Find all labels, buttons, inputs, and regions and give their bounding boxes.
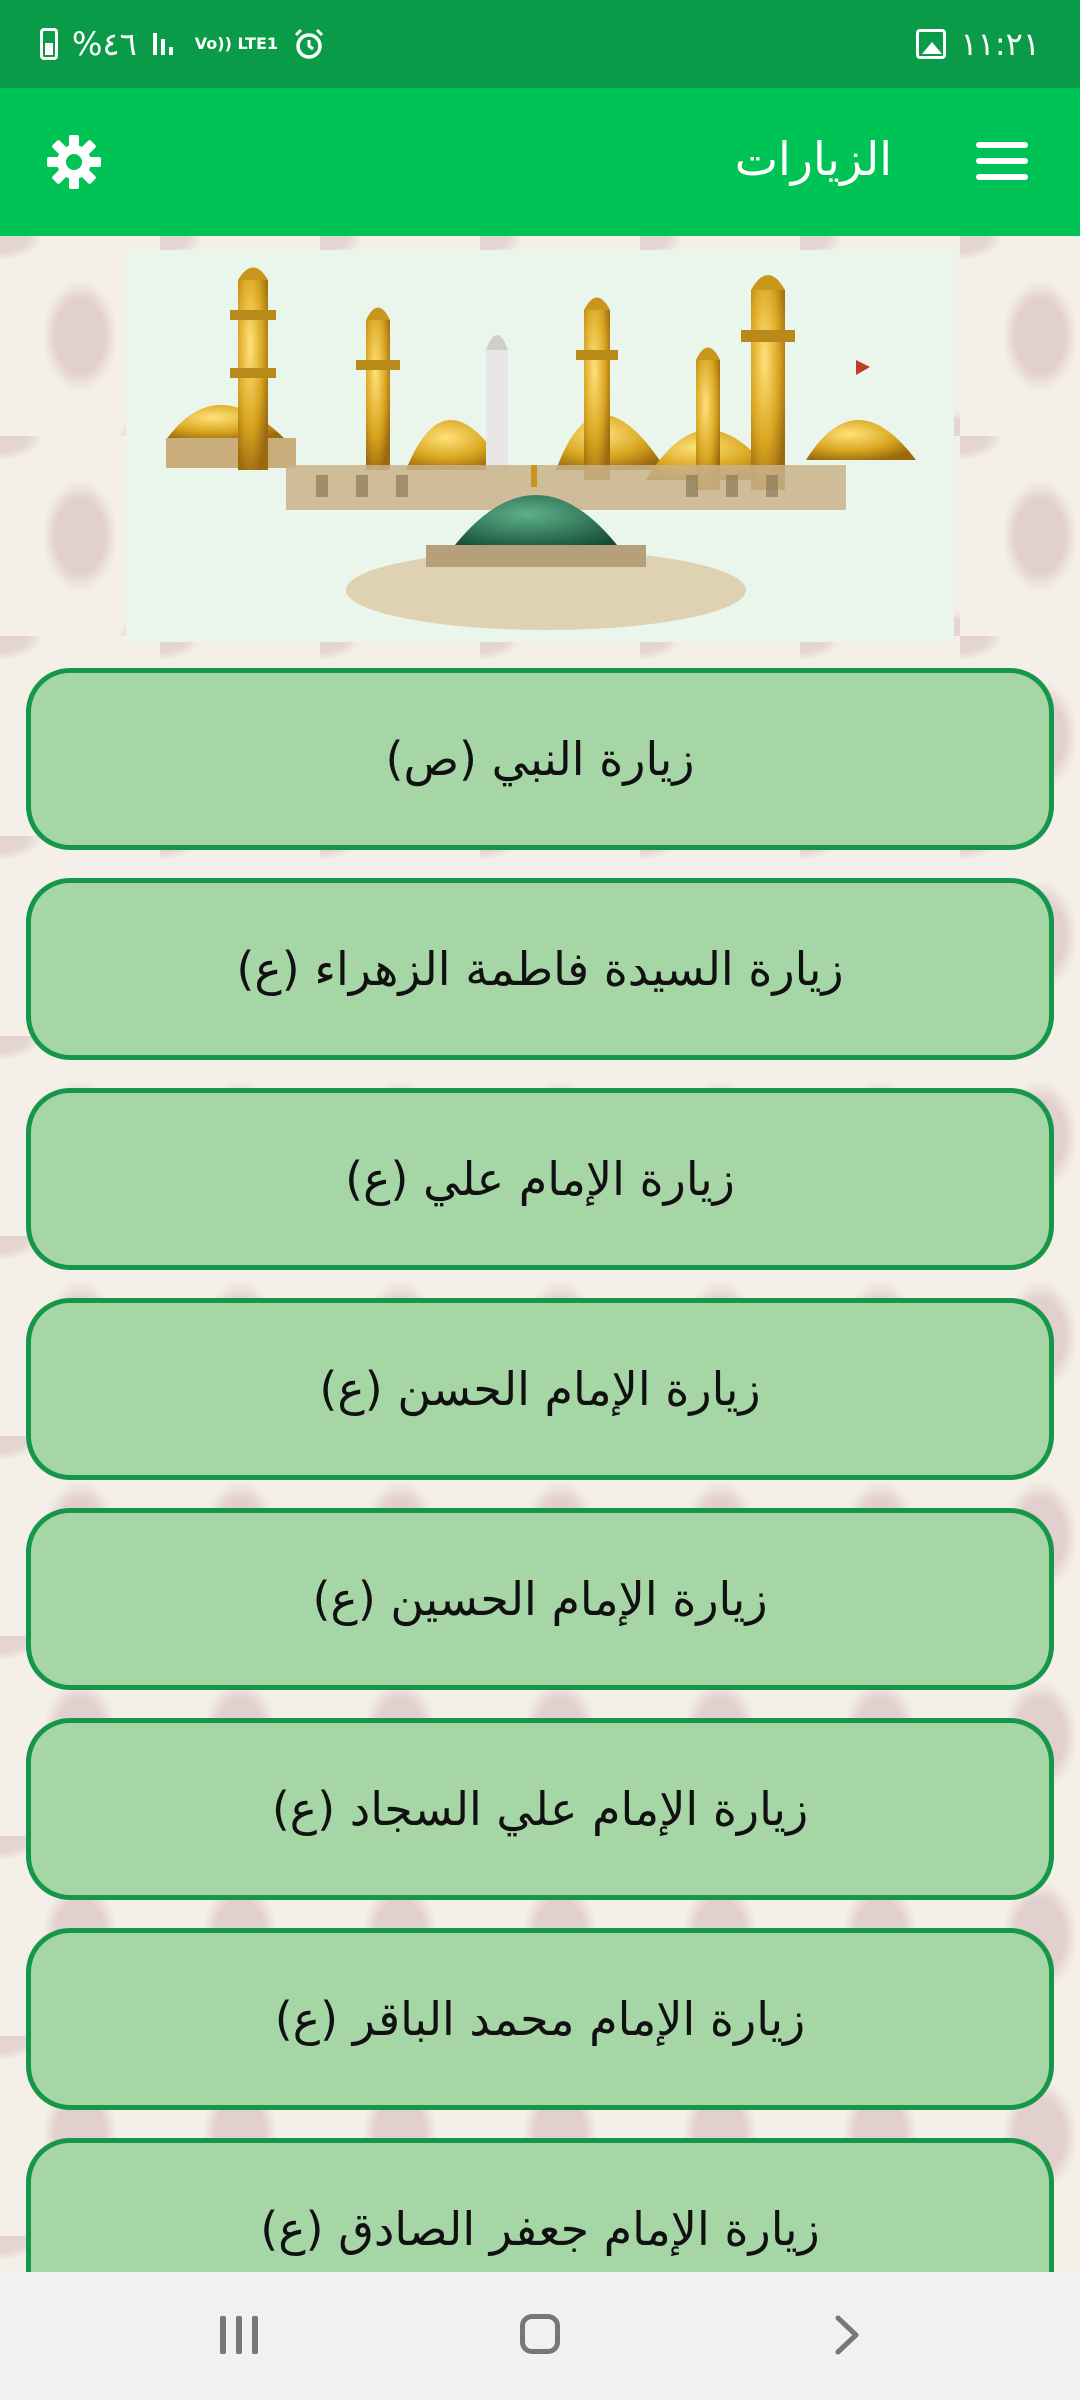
page-title: الزيارات xyxy=(734,132,892,186)
alarm-icon xyxy=(292,27,326,61)
system-navigation-bar xyxy=(0,2272,1080,2400)
gear-icon[interactable] xyxy=(44,132,104,192)
ziyara-button-sadiq[interactable]: زيارة الإمام جعفر الصادق (ع) xyxy=(26,2138,1054,2272)
ziyara-button-fatima[interactable]: زيارة السيدة فاطمة الزهراء (ع) xyxy=(26,878,1054,1060)
back-chevron-icon[interactable] xyxy=(826,2312,866,2358)
battery-icon xyxy=(40,28,58,60)
battery-percent: %٤٦ xyxy=(72,25,137,63)
status-left xyxy=(40,25,326,63)
ziyara-button-ali[interactable]: زيارة الإمام علي (ع) xyxy=(26,1088,1054,1270)
ziyara-button-prophet[interactable]: زيارة النبي (ص) xyxy=(26,668,1054,850)
network-indicator: Vo)) LTE1 xyxy=(194,34,278,53)
recent-apps-icon[interactable] xyxy=(218,2314,260,2356)
content-area xyxy=(0,236,1080,2272)
ziyara-button-baqir[interactable]: زيارة الإمام محمد الباقر (ع) xyxy=(26,1928,1054,2110)
clock: ١١:٢١ xyxy=(960,25,1040,63)
shrines-banner-image xyxy=(126,250,954,642)
ziyara-button-sajjad[interactable]: زيارة الإمام علي السجاد (ع) xyxy=(26,1718,1054,1900)
ziyara-button-hasan[interactable]: زيارة الإمام الحسن (ع) xyxy=(26,1298,1054,1480)
image-notification-icon xyxy=(916,29,946,59)
signal-icon xyxy=(151,29,181,59)
app-bar xyxy=(0,88,1080,236)
home-icon[interactable] xyxy=(520,2314,560,2354)
status-bar xyxy=(0,0,1080,88)
hamburger-menu-icon[interactable] xyxy=(976,136,1032,186)
ziyara-button-husayn[interactable]: زيارة الإمام الحسين (ع) xyxy=(26,1508,1054,1690)
status-right xyxy=(916,25,1040,63)
